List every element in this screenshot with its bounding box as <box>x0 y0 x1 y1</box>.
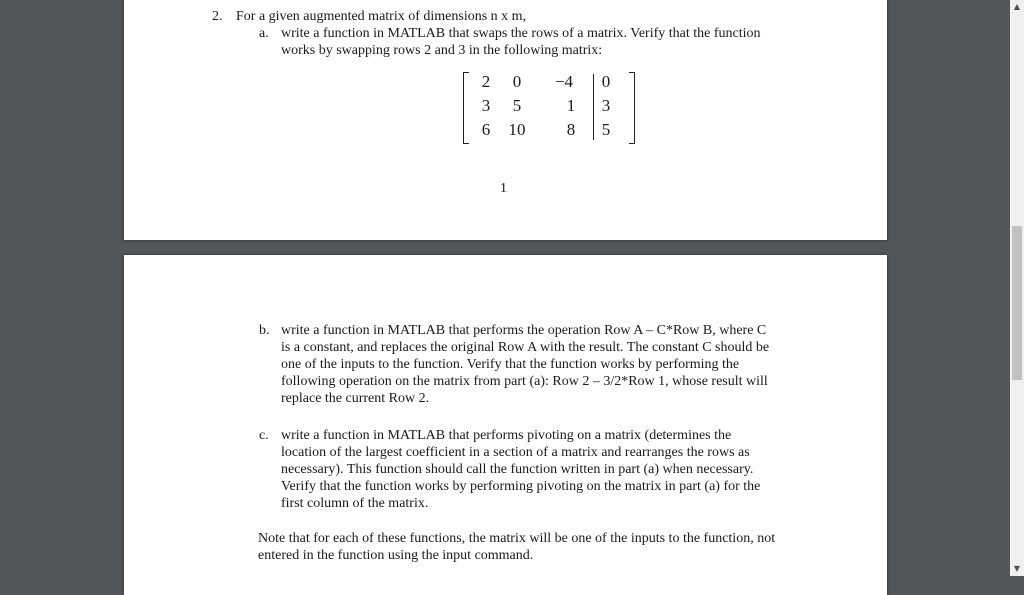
scroll-down-icon[interactable]: ▼ <box>1013 564 1021 573</box>
matrix-cell: 3 <box>601 96 611 115</box>
matrix-cell: 6 <box>481 120 491 139</box>
augmented-matrix <box>463 72 635 144</box>
note-line: Note that for each of these functions, the matrix will be one of the inputs to the function, not <box>258 531 776 546</box>
matrix-cell: 5 <box>512 96 522 115</box>
matrix-cell: 2 <box>481 72 491 91</box>
part-a-line: works by swapping rows 2 and 3 in the following matrix: <box>281 43 603 58</box>
note-text <box>258 530 775 564</box>
part-a-text <box>281 25 761 59</box>
part-b-text <box>281 322 769 407</box>
part-a-label: a. <box>259 26 269 41</box>
document-page-1 <box>124 0 887 240</box>
part-b-label: b. <box>259 323 270 338</box>
matrix-cell: 3 <box>481 96 491 115</box>
part-b-line: write a function in MATLAB that performs the operation Row A – C*Row B, where C <box>281 323 767 338</box>
note-line: entered in the function using the input command. <box>258 548 534 563</box>
left-bracket <box>463 72 469 144</box>
matrix-cell: 0 <box>601 72 611 91</box>
part-a-line: write a function in MATLAB that swaps the rows of a matrix. Verify that the function <box>281 26 761 41</box>
part-c-line: first column of the matrix. <box>281 496 429 511</box>
problem-number: 2. <box>212 9 223 24</box>
part-c-line: location of the largest coefficient in a section of a matrix and rearranges the rows as <box>281 445 750 460</box>
matrix-cell: 8 <box>566 120 576 139</box>
vertical-scrollbar[interactable] <box>1010 0 1024 576</box>
matrix-cell: 10 <box>508 120 526 139</box>
scroll-thumb[interactable] <box>1012 226 1022 380</box>
part-b-line: is a constant, and replaces the original Row A with the result. The constant C should be <box>281 340 770 355</box>
part-c-label: c. <box>259 428 269 443</box>
part-c-text <box>281 427 760 512</box>
document-page-2 <box>124 255 887 595</box>
part-c-line: necessary). This function should call the function written in part (a) when necessary. <box>281 462 754 477</box>
part-b-line: following operation on the matrix from part (a): Row 2 – 3/2*Row 1, whose result will <box>281 374 768 389</box>
matrix-cell: 1 <box>566 96 576 115</box>
page-number: 1 <box>500 181 507 196</box>
part-c-line: Verify that the function works by performing pivoting on the matrix in part (a) for the <box>281 479 761 494</box>
matrix-cell: 0 <box>512 72 522 91</box>
part-c-line: write a function in MATLAB that performs pivoting on a matrix (determines the <box>281 428 732 443</box>
matrix-cell: −4 <box>554 72 574 91</box>
scroll-up-icon[interactable]: ▲ <box>1013 2 1021 11</box>
part-b-line: one of the inputs to the function. Verify that the function works by performing the <box>281 357 740 372</box>
problem-intro: For a given augmented matrix of dimensions n x m, <box>236 9 527 24</box>
part-b-line: replace the current Row 2. <box>281 391 430 406</box>
right-bracket <box>629 72 635 144</box>
matrix-cell: 5 <box>601 120 611 139</box>
